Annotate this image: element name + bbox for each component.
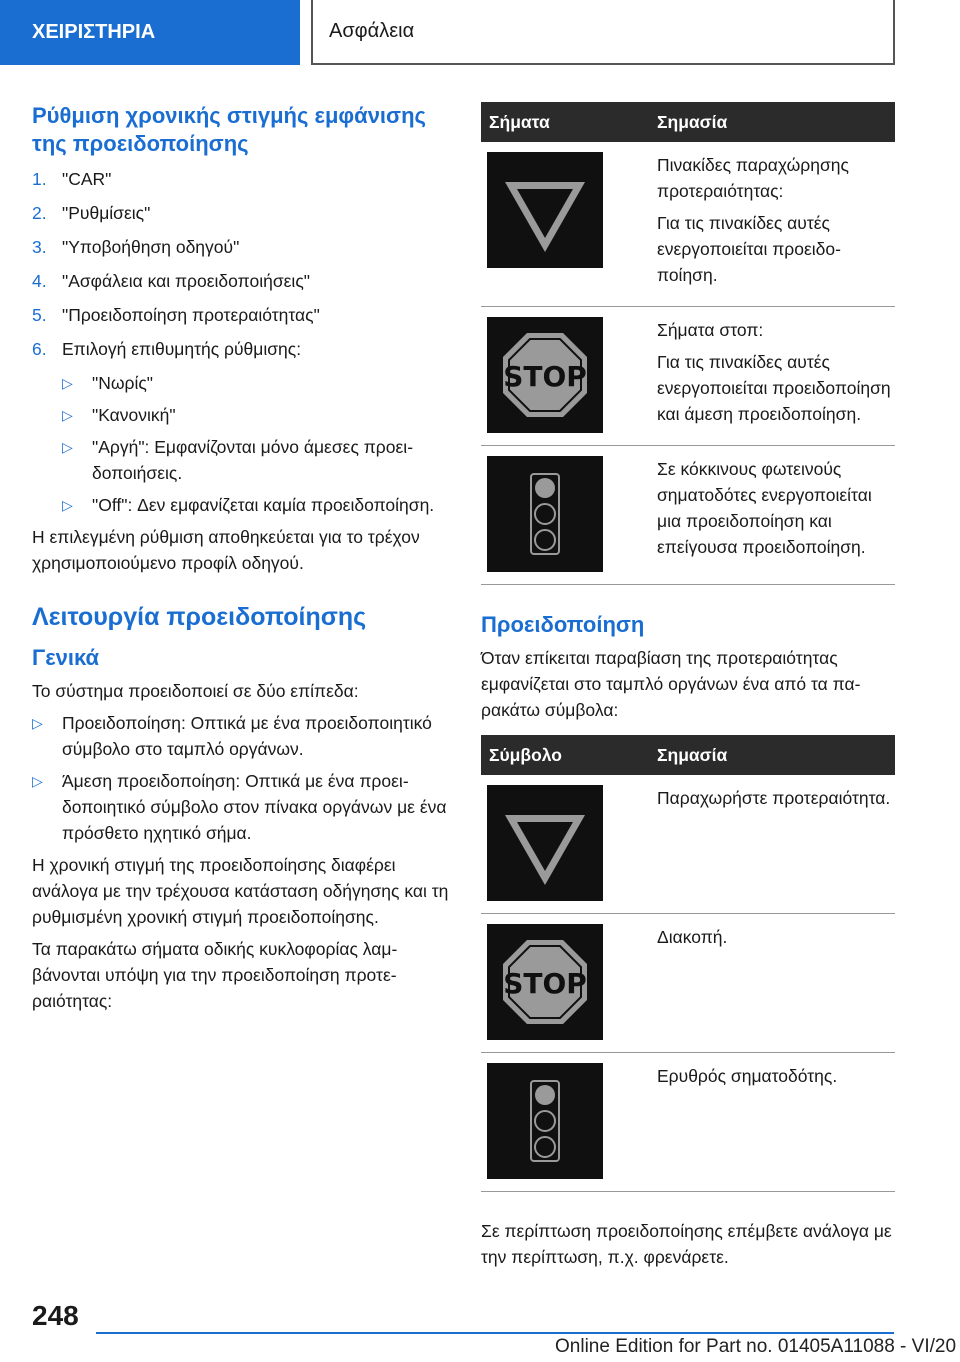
step-number: 5.	[32, 305, 47, 325]
level-item	[32, 710, 452, 762]
settings-steps	[32, 166, 452, 362]
option-text: "Αργή": Εμφανίζονται μόνο άμεσες προειδοποιήσεις.	[92, 437, 414, 483]
step-item	[32, 336, 452, 362]
option-item	[62, 370, 452, 396]
table-row	[481, 142, 895, 307]
triangle-bullet-icon: ▷	[62, 407, 73, 423]
chapter-label: Ασφάλεια	[329, 20, 415, 42]
option-item	[62, 402, 452, 428]
warning-title: Προειδοποίηση	[481, 612, 645, 637]
table-row	[481, 914, 895, 1053]
manual-label: ΧΕΙΡΙΣΤΗΡΙΑ	[32, 21, 156, 43]
level-item	[32, 768, 452, 846]
table-header-row	[481, 102, 895, 142]
table-row	[481, 446, 895, 585]
step-number: 2.	[32, 203, 47, 223]
page-number: 248	[32, 1300, 79, 1331]
triangle-bullet-icon: ▷	[32, 773, 43, 789]
chapter-header	[311, 0, 895, 65]
timing-text: Η χρονική στιγμή της προειδοποίησης διαφέρει ανάλογα με την τρέχουσα κατάσταση οδήγησης και τη ρυθμισμένη χρονική στιγμή προειδοποίησης.	[32, 855, 449, 927]
step-item	[32, 302, 452, 328]
traffic-light-icon	[487, 1063, 603, 1179]
stop-sign-icon	[487, 924, 603, 1040]
timing-options	[32, 370, 452, 518]
yield-sign-icon	[487, 152, 603, 268]
stop-sign-icon	[487, 317, 603, 433]
meaning-text: Παραχωρήστε προτεραιότητα.	[657, 788, 891, 808]
meaning-text: Σε κόκκινους φωτεινούς σηματοδότες ενεργοποιείται μια προειδοποίηση και επείγουσα προειδοποίηση.	[657, 459, 872, 557]
table-row	[481, 1053, 895, 1192]
step-number: 3.	[32, 237, 47, 257]
step-text: "Υποβοήθηση οδηγού"	[62, 237, 240, 257]
levels-intro: Το σύστημα προειδοποιεί σε δύο επίπεδα:	[32, 681, 359, 701]
triangle-bullet-icon: ▷	[32, 715, 43, 731]
edition-text: Online Edition for Part no. 01405A11088 - VI/20	[555, 1336, 957, 1357]
table-row	[481, 307, 895, 446]
step-number: 1.	[32, 169, 47, 189]
column-header: Σύμβολο	[481, 735, 651, 775]
step-text: "Προειδοποίηση προτεραιότητας"	[62, 305, 320, 325]
traffic-light-icon	[487, 456, 603, 572]
meaning-text: Για τις πινακίδες αυτές ενεργοποιείται προειδοποίηση και άμεση προειδοποίηση.	[657, 352, 891, 424]
stop-sign-label: STOP	[503, 360, 587, 393]
right-column	[481, 102, 895, 1276]
option-text: "Off": Δεν εμφανίζεται καμία προειδοποίηση.	[92, 495, 435, 515]
meaning-text: Πινακίδες παραχώρησης προτεραιότητας:	[657, 155, 849, 201]
step-number: 4.	[32, 271, 47, 291]
stop-sign-label: STOP	[503, 967, 587, 1000]
left-column	[32, 102, 452, 1020]
warning-levels	[32, 710, 452, 846]
column-header: Σημασία	[651, 735, 895, 775]
section-title: Λειτουργία προειδοποίησης	[32, 603, 367, 631]
signs-text: Τα παρακάτω σήματα οδικής κυκλοφορίας λαμβάνονται υπόψη για την προειδοποίηση προτεραιότητας:	[32, 939, 398, 1011]
level-text: Προειδοποίηση: Οπτικά με ένα προειδοποιητικό σύμβολο στο ταμπλό οργάνων.	[62, 713, 432, 759]
step-text: Επιλογή επιθυμητής ρύθμισης:	[62, 339, 302, 359]
option-item	[62, 492, 452, 518]
step-text: "Ασφάλεια και προειδοποιήσεις"	[62, 271, 310, 291]
step-item	[32, 200, 452, 226]
timing-subheading: Ρύθμιση χρονικής στιγμής εμφάνισης της προειδοποίησης	[32, 103, 426, 156]
column-header: Σήματα	[481, 102, 651, 142]
signs-table	[481, 102, 895, 585]
triangle-bullet-icon: ▷	[62, 497, 73, 513]
step-item	[32, 268, 452, 294]
table-header-row	[481, 735, 895, 775]
step-text: "CAR"	[62, 169, 112, 189]
meaning-text: Ερυθρός σηματοδότης.	[657, 1066, 838, 1086]
level-text: Άμεση προειδοποίηση: Οπτικά με ένα προειδοποιητικό σύμβολο στον πίνακα οργάνων με ένα πρόσθετο ηχητικό σήμα.	[62, 771, 447, 843]
closing-text: Σε περίπτωση προειδοποίησης επέμβετε ανάλογα με την περίπτωση, π.χ. φρενάρετε.	[481, 1221, 892, 1267]
triangle-bullet-icon: ▷	[62, 439, 73, 455]
general-title: Γενικά	[32, 645, 100, 670]
step-number: 6.	[32, 339, 47, 359]
option-item	[62, 434, 452, 486]
meaning-text: Για τις πινακίδες αυτές ενεργοποιείται προειδοποίηση.	[657, 213, 841, 285]
meaning-text: Διακοπή.	[657, 927, 728, 947]
footer-divider	[96, 1332, 894, 1334]
column-header: Σημασία	[651, 102, 895, 142]
step-item	[32, 166, 452, 192]
step-text: "Ρυθμίσεις"	[62, 203, 151, 223]
triangle-bullet-icon: ▷	[62, 375, 73, 391]
table-row	[481, 775, 895, 914]
option-text: "Κανονική"	[92, 405, 176, 425]
manual-tab[interactable]	[0, 0, 300, 65]
meaning-text: Σήματα στοπ:	[657, 320, 764, 340]
step-item	[32, 234, 452, 260]
symbols-table	[481, 735, 895, 1192]
saved-text: Η επιλεγμένη ρύθμιση αποθηκεύεται για το τρέχον χρησιμοποιούμενο προφίλ οδηγού.	[32, 527, 420, 573]
option-text: "Νωρίς"	[92, 373, 154, 393]
yield-sign-icon	[487, 785, 603, 901]
warning-text: Όταν επίκειται παραβίαση της προτεραιότητας εμφανίζεται στο ταμπλό οργάνων ένα από τα παρακάτω σύμβολα:	[481, 648, 861, 720]
